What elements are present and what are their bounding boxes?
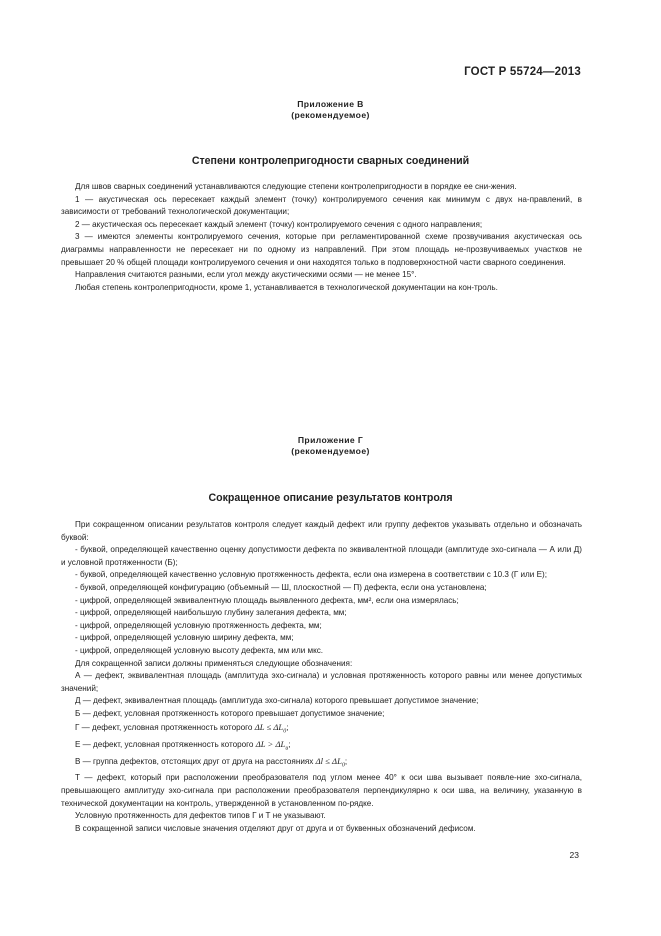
paragraph: 2 — акустическая ось пересекает каждый элемент (точку) контролируемого сечения с одного направления; — [75, 219, 483, 229]
page-number: 23 — [569, 850, 579, 860]
list-item: - цифрой, определяющей условную высоту дефекта, мм или мкс. — [75, 645, 324, 655]
notation-v: В — группа дефектов, отстоящих друг от друга на расстояниях $\Delta l \le \Delta L_0$; — [75, 756, 348, 769]
appendix-v-body — [61, 181, 582, 294]
appendix-v-title: Степени контролепригодности сварных соединений — [191, 155, 470, 167]
notation-v-text: В — группа дефектов, отстоящих друг от друга на расстояниях — [75, 757, 314, 767]
paragraph: Любая степень контролепригодности, кроме 1, устанавливается в технологической документации на кон-троль. — [75, 282, 498, 292]
paragraph: В сокращенной записи числовые значения отделяют друг от друга и от буквенных обозначений дефисом. — [75, 823, 476, 833]
appendix-g-body — [61, 519, 582, 835]
appendix-g-status: (рекомендуемое) — [291, 446, 370, 456]
notation-e-formula: $\Delta L > \Delta L_u$ — [255, 738, 289, 752]
list-item: - цифрой, определяющей наибольшую глубину залегания дефекта, мм; — [75, 608, 347, 618]
paragraph: При сокращенном описании результатов контроля следует каждый дефект или группу дефектов указывать отдельно и обозначать буквой: — [61, 520, 582, 542]
appendix-g-label: Приложение Г — [297, 435, 364, 445]
paragraph: Направления считаются разными, если угол между акустическими осями — не менее 15°. — [75, 270, 417, 280]
notation-g-text: Г — дефект, условная протяженность которого — [75, 722, 253, 732]
notation-e-text: Е — дефект, условная протяженность которого — [75, 739, 254, 749]
appendix-v-status: (рекомендуемое) — [291, 110, 370, 120]
paragraph: Для швов сварных соединений устанавливаются следующие степени контролепригодности в порядке ее сни-жения. — [75, 182, 517, 191]
notation-b: Б — дефект, условная протяженность которого превышает допустимое значение; — [75, 708, 385, 718]
appendix-g-title: Сокращенное описание результатов контроля — [208, 492, 453, 504]
notation-d: Д — дефект, эквивалентная площадь (амплитуда эхо-сигнала) которого превышает допустимое значение; — [75, 696, 479, 706]
list-item: - буквой, определяющей качественно условную протяженность дефекта, если она измерена в соответствии с 10.3 (Г или Е); — [75, 570, 547, 580]
paragraph: 1 — акустическая ось пересекает каждый элемент (точку) контролируемого сечения как минимум с двух на-правлений, в зависимости от требований технологической документации; — [61, 194, 582, 217]
paragraph: Условную протяженность для дефектов типов Г и Т не указывают. — [75, 811, 326, 821]
notation-e: Е — дефект, условная протяженность которого $\Delta L > \Delta L_u$; — [75, 738, 291, 752]
notation-g-formula: $\Delta L \le \Delta L_0$ — [254, 721, 287, 735]
notation-a: А — дефект, эквивалентная площадь (амплитуда эхо-сигнала) и условная протяженность которого равны или менее допустимых значений; — [61, 671, 582, 693]
list-item: - цифрой, определяющей условную ширину дефекта, мм; — [75, 633, 294, 643]
notation-v-formula: $\Delta l \le \Delta L_0$ — [315, 756, 345, 769]
notation-g: Г — дефект, условная протяженность которого $\Delta L \le \Delta L_0$; — [75, 721, 289, 735]
paragraph: Для сокращенной записи должны применяться следующие обозначения: — [75, 658, 353, 668]
standard-code: ГОСТ Р 55724—2013 — [464, 66, 581, 78]
appendix-g-heading — [0, 435, 661, 457]
appendix-v-label: Приложение В — [297, 99, 364, 109]
appendix-v-heading — [0, 99, 661, 121]
notation-t: Т — дефект, который при расположении преобразователя под углом менее 40° к оси шва вызывает появле-ние эхо-сигнала, превышающего амплитуду эхо-сигнала при расположении преобразователя перпендикулярно к оси шва, на величину, указанную в технической документации на контроль, утвержденной в установленном по-рядке. — [61, 773, 582, 808]
list-item: - цифрой, определяющей условную протяженность дефекта, мм; — [75, 620, 322, 630]
list-item: - цифрой, определяющей эквивалентную площадь выявленного дефекта, мм², если она измерялась; — [75, 595, 459, 605]
list-item: - буквой, определяющей конфигурацию (объемный — Ш, плоскостной — П) дефекта, если она установлена; — [75, 582, 487, 592]
paragraph: 3 — имеются элементы контролируемого сечения, которые при регламентированной схеме прозвучивания акустическая ось диаграммы направленности не пересекает ни по одному из направлений. При этом площадь не-прозвучиваемых участков не превышает 20 % общей площади контролируемого сечения и они находятся только в подповерхностной части сварного соединения. — [61, 232, 582, 267]
list-item: - буквой, определяющей качественно оценку допустимости дефекта по эквивалентной площади (амплитуде эхо-сигнала — А или Д) и условной протяженности (Б); — [61, 545, 582, 567]
